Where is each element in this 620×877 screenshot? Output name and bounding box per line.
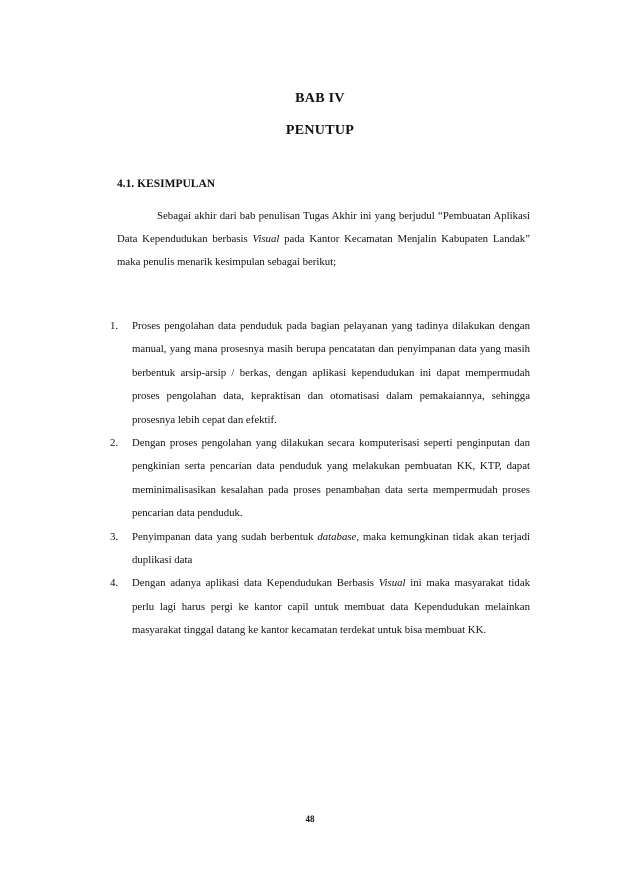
chapter-label: BAB IV: [295, 91, 345, 106]
conclusion-text-before: Penyimpanan data yang sudah berbentuk: [132, 530, 318, 543]
section-heading: 4.1. KESIMPULAN: [117, 178, 216, 190]
conclusion-list: [110, 315, 530, 643]
conclusion-number: 1.: [110, 320, 119, 332]
conclusion-number: 4.: [110, 577, 119, 590]
conclusion-italic-term: database,: [317, 530, 360, 543]
conclusion-item-1: [110, 315, 530, 432]
intro-text-before: Sebagai akhir dari bab penulisan Tugas Akhir ini yang berjudul “Pembuatan Aplikasi Data Kependudukan berbasis: [117, 210, 530, 246]
intro-italic-term: Visual: [252, 233, 280, 246]
conclusion-text-before: Dengan adanya aplikasi data Kependudukan Berbasis: [132, 577, 379, 590]
conclusion-italic-term: Visual: [378, 577, 406, 590]
conclusion-number: 2.: [110, 437, 119, 450]
page-number: 48: [305, 814, 315, 824]
conclusion-item-2: [110, 432, 530, 526]
conclusion-text: Proses pengolahan data penduduk pada bagian pelayanan yang tadinya dilakukan dengan manual, yang mana prosesnya masih berupa pencatatan dan penyimpanan data yang masih berbentuk arsip-arsip / berkas, dengan aplikasi kependudukan ini dapat mempermudah proses pengolahan data, kepraktisan dan otomatisasi dalam pemakaiannya, sehingga prosesnya lebih cepat dan efektif.: [132, 320, 530, 426]
conclusion-item-4: [110, 572, 530, 642]
conclusion-text: Dengan proses pengolahan yang dilakukan secara komputerisasi seperti penginputan dan pengkinian serta pencarian data penduduk yang melakukan pembuatan KK, KTP, dapat meminimalisasikan kesalahan pada proses penambahan data serta mempermudah proses pencarian data penduduk.: [132, 437, 530, 520]
conclusion-number: 3.: [110, 530, 119, 543]
conclusion-item-3: [110, 526, 530, 573]
conclusion-text-after: ini maka masyarakat tidak perlu lagi harus pergi ke kantor capil untuk membuat data Kependudukan melainkan masyarakat tinggal datang ke kantor kecamatan terdekat untuk bisa membuat KK.: [132, 577, 531, 637]
conclusion-text-after: maka kemungkinan tidak akan terjadi duplikasi data: [132, 530, 530, 567]
chapter-title: PENUTUP: [285, 123, 355, 138]
intro-text-after: pada Kantor Kecamatan Menjalin Kabupaten Landak” maka penulis menarik kesimpulan sebagai berikut;: [117, 233, 530, 269]
intro-paragraph: [117, 205, 530, 275]
